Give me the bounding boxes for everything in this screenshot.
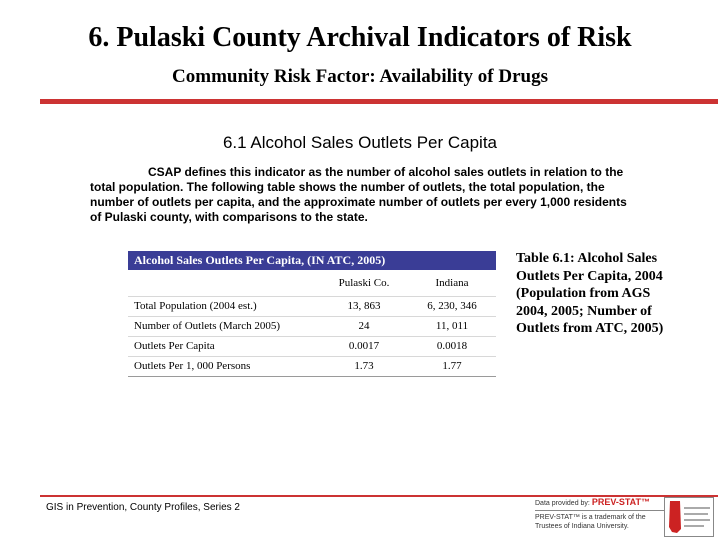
- row-value-indiana: 11, 011: [408, 316, 496, 336]
- row-label: Outlets Per Capita: [128, 336, 320, 356]
- page-title: 6. Pulaski County Archival Indicators of Risk: [88, 22, 632, 53]
- row-label: Number of Outlets (March 2005): [128, 316, 320, 336]
- row-label: Total Population (2004 est.): [128, 296, 320, 316]
- alcohol-outlets-table: [128, 251, 496, 377]
- table-row: [128, 296, 496, 316]
- credit-prefix: Data provided by:: [535, 500, 590, 507]
- section-heading: 6.1 Alcohol Sales Outlets Per Capita: [222, 133, 498, 152]
- table-side-caption: Table 6.1: Alcohol Sales Outlets Per Capita, 2004 (Population from AGS 2004, 2005; Number of Outlets from ATC, 2005): [516, 251, 664, 336]
- table-column-header-row: [128, 270, 496, 296]
- row-value-pulaski: 13, 863: [320, 296, 408, 316]
- credit-trademark: PREV-STAT™ is a trademark of the Trustees of Indiana University.: [535, 514, 646, 530]
- row-value-pulaski: 24: [320, 316, 408, 336]
- row-value-indiana: 1.77: [408, 356, 496, 376]
- footer-series-label: GIS in Prevention, County Profiles, Series 2: [46, 502, 240, 513]
- indiana-map-logo-icon: [664, 497, 714, 537]
- data-credit: [535, 498, 670, 531]
- row-value-indiana: 6, 230, 346: [408, 296, 496, 316]
- row-label: Outlets Per 1, 000 Persons: [128, 356, 320, 376]
- section-description: CSAP defines this indicator as the number of alcohol sales outlets in relation to the total population. The following table shows the number of outlets, the total population, the number of outlets per capita, and the approximate number of outlets per every 1,000 residents of Pulaski county, with comparisons to the state.: [90, 165, 627, 224]
- column-header-indiana: Indiana: [408, 270, 496, 296]
- row-value-indiana: 0.0018: [408, 336, 496, 356]
- column-header-label: [128, 270, 320, 296]
- table-row: [128, 336, 496, 356]
- credit-brand: PREV-STAT™: [591, 497, 650, 507]
- row-value-pulaski: 1.73: [320, 356, 408, 376]
- table-caption-row: [128, 251, 496, 270]
- table-row: [128, 356, 496, 376]
- row-value-pulaski: 0.0017: [320, 336, 408, 356]
- header-divider: [40, 99, 718, 104]
- page-subtitle: Community Risk Factor: Availability of Drugs: [172, 66, 548, 87]
- column-header-pulaski: Pulaski Co.: [320, 270, 408, 296]
- table-caption: Alcohol Sales Outlets Per Capita, (IN ATC, 2005): [128, 251, 496, 270]
- credit-line: [535, 498, 670, 511]
- table-row: [128, 316, 496, 336]
